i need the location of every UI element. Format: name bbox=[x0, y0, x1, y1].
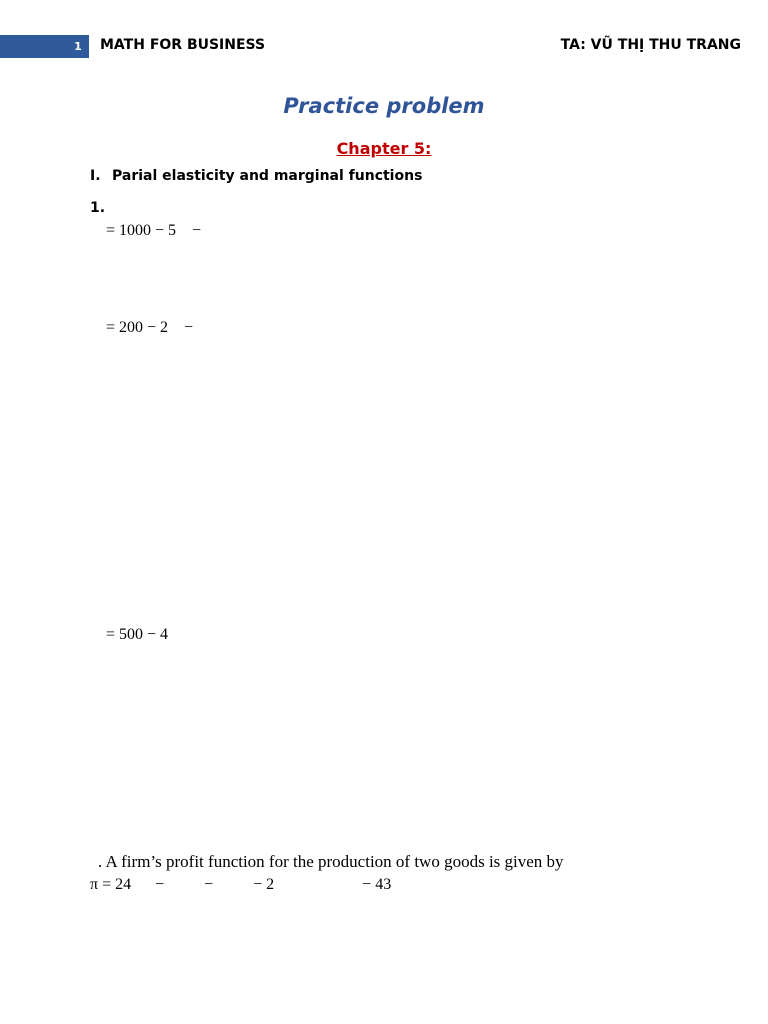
course-title: MATH FOR BUSINESS bbox=[100, 37, 266, 53]
page-title: Practice problem bbox=[283, 94, 485, 118]
profit-paragraph: . A firm’s profit function for the production of two goods is given by bbox=[98, 852, 564, 871]
profit-equation: π = 24 − − − 2 − 43 bbox=[90, 876, 392, 893]
chapter-heading: Chapter 5: bbox=[336, 139, 432, 158]
equation-3: = 500 − 4 bbox=[106, 626, 169, 643]
ta-name: TA: VŨ THỊ THU TRANG bbox=[560, 37, 741, 53]
equation-2: = 200 − 2 − bbox=[106, 319, 194, 336]
page-number: 1 bbox=[74, 40, 82, 53]
equation-1: = 1000 − 5 − bbox=[106, 222, 202, 239]
section-number: I. bbox=[90, 168, 101, 184]
chapter-heading-wrapper bbox=[0, 139, 768, 159]
question-1-label: 1. bbox=[90, 200, 106, 216]
section-title: Parial elasticity and marginal functions bbox=[112, 168, 423, 184]
